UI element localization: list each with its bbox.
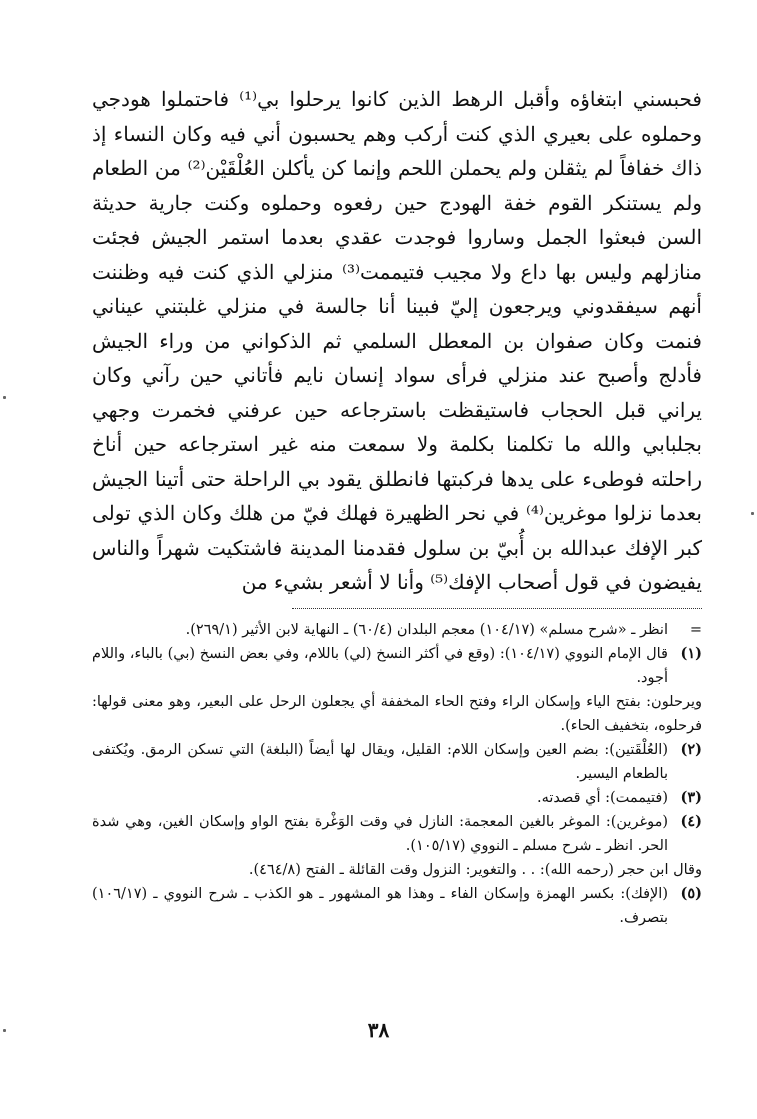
footnote-text: قال الإمام النووي (١٠٤/١٧): (وقع في أكثر النسخ (لي) باللام، وفي بعض النسخ (بي) بالباء، واللام أجود. bbox=[92, 646, 668, 686]
footnote-text: (موغرين): الموغر بالغين المعجمة: النازل في وقت الوَغْرة بفتح الواو وإسكان الغين، وهي شدة الحر. انظر ـ شرح مسلم ـ النووي (١٠٥/١٧). bbox=[92, 814, 668, 854]
footnote-3 bbox=[92, 786, 702, 810]
footnotes bbox=[92, 618, 702, 930]
footnote-text: (الإفك): بكسر الهمزة وإسكان الفاء ـ وهذا هو المشهور ـ هو الكذب ـ شرح النووي ـ (١٠٦/١٧) بتصرف. bbox=[92, 886, 668, 926]
footnote-4 bbox=[92, 810, 702, 858]
footnote-text: (العُلْقَتين): بضم العين وإسكان اللام: القليل، ويقال لها أيضاً (البلغة) التي تسكن الرمق. ويُكتفى بالطعام اليسير. bbox=[92, 742, 668, 782]
footnote-marker: = bbox=[689, 622, 702, 638]
footnote-marker: (٤) bbox=[680, 813, 702, 830]
footnote-4-continuation: وقال ابن حجر (رحمه الله): . . والتغوير: النزول وقت القائلة ـ الفتح (٤٦٤/٨). bbox=[248, 862, 702, 878]
footnote-text: انظر ـ «شرح مسلم» (١٠٤/١٧) معجم البلدان (٦٠/٤) ـ النهاية لابن الأثير (٢٦٩/١). bbox=[185, 622, 668, 638]
footnote-marker: (٣) bbox=[680, 789, 702, 806]
footnote-2 bbox=[92, 738, 702, 786]
footnote-1 bbox=[92, 642, 702, 690]
footnote-marker: (١) bbox=[680, 645, 702, 662]
footnote-marker: (٢) bbox=[680, 741, 702, 758]
body-text bbox=[92, 82, 702, 600]
footnote-continuation bbox=[92, 618, 702, 642]
footnote-1-continuation: ويرحلون: بفتح الياء وإسكان الراء وفتح الحاء المخففة أي يجعلون الرحل على البعير، وهو معنى قولها: فرحلوه، بتخفيف الحاء). bbox=[92, 694, 702, 734]
footnote-5 bbox=[92, 882, 702, 930]
footnote-text: (فتيممت): أي قصدته. bbox=[536, 790, 668, 806]
scan-mark bbox=[3, 1029, 6, 1032]
footnote-separator bbox=[292, 608, 702, 609]
footnote-marker: (٥) bbox=[680, 885, 702, 902]
scan-mark bbox=[3, 396, 6, 399]
scan-mark bbox=[751, 512, 754, 515]
body-paragraph: فحبسني ابتغاؤه وأقبل الرهط الذين كانوا يرحلوا بي⁽¹⁾ فاحتملوا هودجي وحملوه على بعيري الذي كنت أركب وهم يحسبون أني فيه وكان النساء إذ ذاك خفافاً لم يثقلن ولم يحملن اللحم وإنما كن يأكلن العُلْقَيْن⁽²⁾ من الطعام ولم يستنكر القوم خفة الهودج حين رفعوه وحملوه وكنت جارية حديثة السن فبعثوا الجمل وساروا فوجدت عقدي بعدما استمر الجيش فجئت منازلهم وليس بها داع ولا مجيب فتيممت⁽³⁾ منزلي الذي كنت فيه وظننت أنهم سيفقدوني ويرجعون إليّ فبينا أنا جالسة في منزلي غلبتني عيناني فنمت وكان صفوان بن المعطل السلمي ثم الذكواني من وراء الجيش فأدلج وأصبح عند منزلي فرأى سواد إنسان نايم فأتاني حين رآني وكان يراني قبل الحجاب فاستيقظت باسترجاعه حين عرفني فخمرت وجهي بجلبابي والله ما تكلمنا بكلمة ولا سمعت منه غير استرجاعه حين أناخ راحلته فوطىء على يدها فركبتها فانطلق يقود بي الراحلة حتى أتينا الجيش بعدما نزلوا موغرين⁽⁴⁾ في نحر الظهيرة فهلك فيّ من هلك وكان الذي تولى كبر الإفك عبدالله بن أُبيّ بن سلول فقدمنا المدينة فاشتكيت شهراً والناس يفيضون في قول أصحاب الإفك⁽⁵⁾ وأنا لا أشعر بشيء من bbox=[92, 87, 703, 594]
page-number: ٣٨ bbox=[367, 1018, 390, 1042]
